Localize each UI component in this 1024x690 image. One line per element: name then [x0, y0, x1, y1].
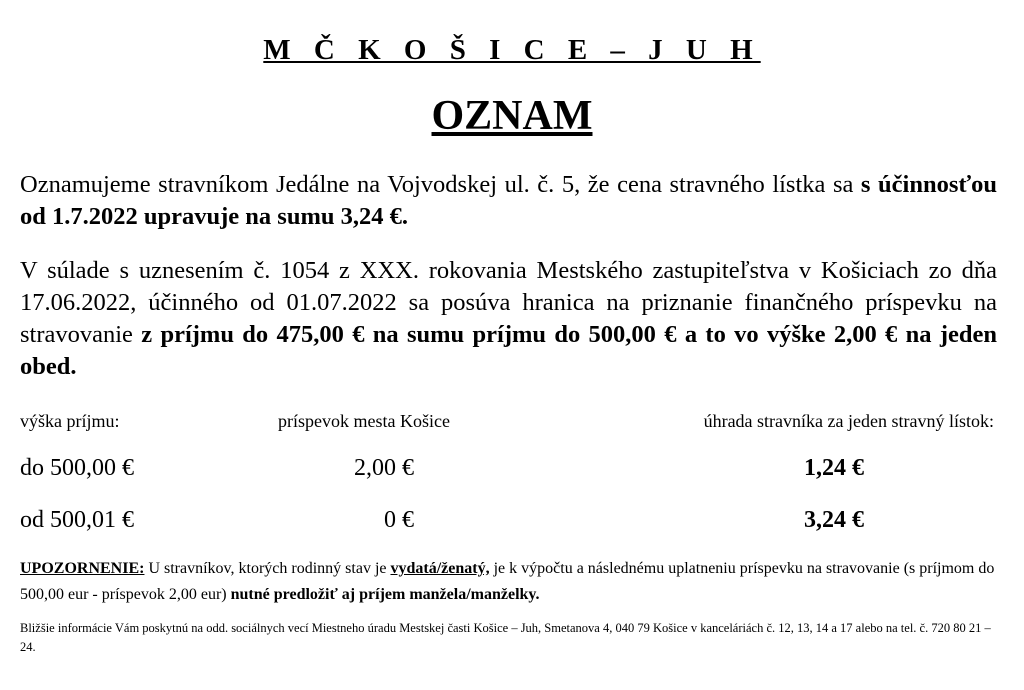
- table-header-payment: úhrada stravníka za jeden stravný lístok:: [703, 411, 994, 431]
- warning-bold-end: nutné predložiť aj príjem manžela/manželky.: [230, 586, 540, 603]
- table-row-2-payment: 3,24 €: [804, 507, 864, 533]
- paragraph-price-bold: s účinnosťou od 1.7.2022 upravuje na sumu 3,24 €.: [20, 171, 997, 230]
- paragraph-price-change: [20, 169, 997, 233]
- paragraph-contribution-text: V súlade s uznesením č. 1054 z XXX. rokovania Mestského zastupiteľstva v Košiciach zo dňa 17.06.2022, účinného od 01.07.2022 sa posúva hranica na priznanie finančného príspevku na stravovanie: [20, 257, 997, 348]
- table-row-2-contribution: 0 €: [384, 507, 414, 533]
- warning-text-2: je k výpočtu a následnému uplatneniu príspevku na stravovanie (s príjmom do 500,00 eur - príspevok 2,00 eur): [20, 560, 995, 603]
- paragraph-contribution: [20, 255, 997, 383]
- table-row-1-contribution: 2,00 €: [354, 455, 414, 481]
- organization-heading: M Č K O Š I C E – J U H: [263, 34, 761, 66]
- page-title: OZNAM: [431, 93, 593, 139]
- warning-text-1: U stravníkov, ktorých rodinný stav je: [144, 560, 391, 577]
- paragraph-price-text: Oznamujeme stravníkom Jedálne na Vojvodskej ul. č. 5, že cena stravného lístka sa: [20, 171, 861, 198]
- warning-notice: [20, 556, 997, 608]
- table-header-income: výška príjmu:: [20, 411, 120, 431]
- paragraph-contribution-bold: z príjmu do 475,00 € na sumu príjmu do 500,00 € a to vo výške 2,00 € na jeden obed.: [20, 321, 997, 380]
- table-row-2-income: od 500,01 €: [20, 507, 134, 533]
- warning-label: UPOZORNENIE:: [20, 560, 145, 577]
- table-header-contribution: príspevok mesta Košice: [278, 411, 450, 431]
- footer-info: Bližšie informácie Vám poskytnú na odd. sociálnych vecí Miestneho úradu Mestskej časti Košice – Juh, Smetanova 4, 040 79 Košice v kanceláriách č. 12, 13, 14 a 17 alebo na tel. č. 720 80 21 – 24.: [20, 621, 991, 654]
- warning-status: vydatá/ženatý,: [390, 560, 490, 577]
- table-row-1-income: do 500,00 €: [20, 455, 134, 481]
- table-row-1-payment: 1,24 €: [804, 455, 864, 481]
